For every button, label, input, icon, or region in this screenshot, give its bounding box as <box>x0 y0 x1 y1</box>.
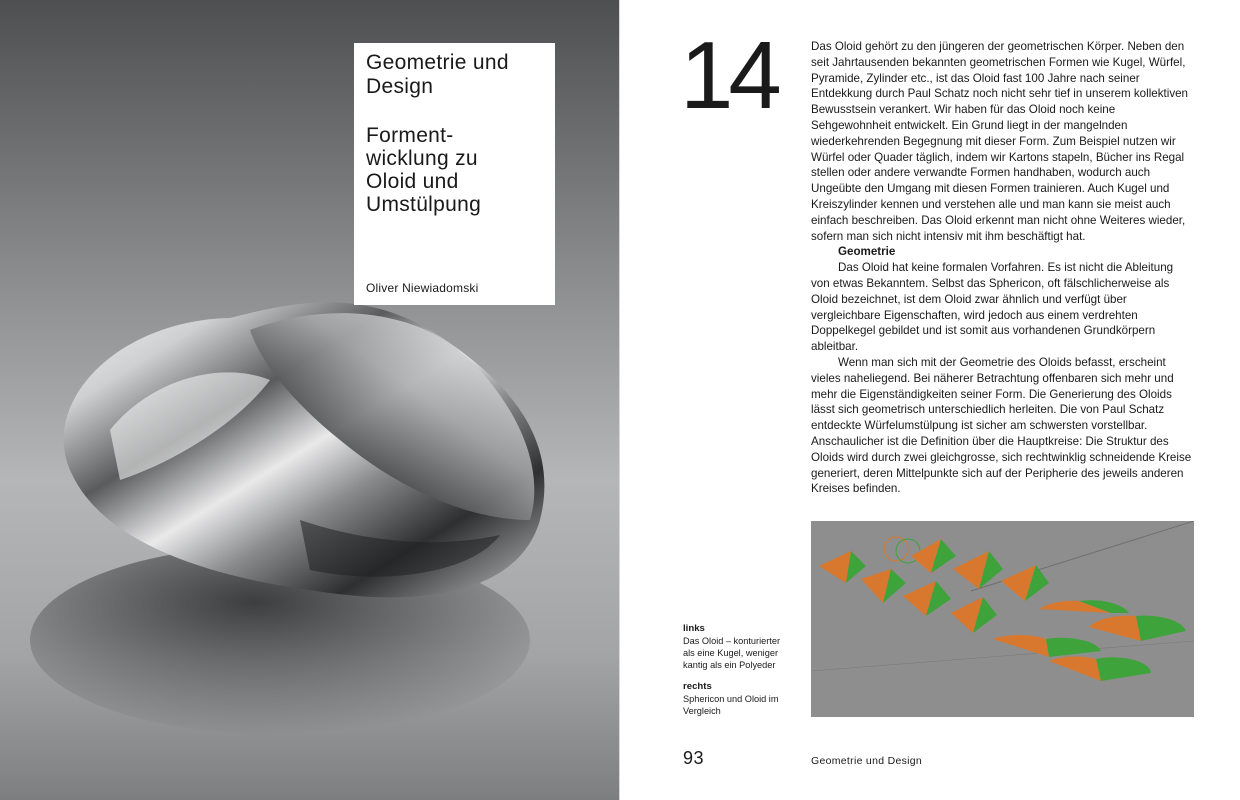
book-title: Geometrie und Design <box>366 51 509 98</box>
paragraph: Wenn man sich mit der Geometrie des Oloids befasst, erscheint vieles naheliegend. Bei näherer Betrachtung offenbaren sich mehr und mehr die Eigenständigkeiten seiner Form. Die Generierung des Oloids lässt sich geometrisch unterschiedlich herleiten. Die von Paul Schatz entdeckte Würfelumstülpung ist sicher am schwersten vorstellbar. Anschaulicher ist die Definition über die Hauptkreise: Die Struktur des Oloids wird durch zwei gleichgrosse, sich rechtwinklig schneidende Kreise generiert, deren Mittelpunkte sich auf der Peripherie des jeweils anderen Kreises befinden. <box>811 355 1192 496</box>
paragraph: Das Oloid hat keine formalen Vorfahren. Es ist nicht die Ableitung von etwas Bekanntem. Selbst das Sphericon, oft fälschlicherweise als Oloid bezeichnet, ist dem Oloid zwar ähnlich und verfügt über vergleichbare Eigenschaften, wird jedoch aus einem verdrehten Doppelkegel gebildet und ist somit aus vorhandenen Grundkörpern ableitbar. <box>811 261 1174 354</box>
page-number: 93 <box>683 748 705 768</box>
intro-paragraph: Das Oloid gehört zu den jüngeren der geometrischen Körper. Neben den seit Jahrtausenden bekannten geometrischen Formen wie Kugel, Würfel, Pyramide, Zylinder etc., ist das Oloid fast 100 Jahre nach seiner Entdekkung durch Paul Schatz noch nicht sehr tief in unserem kollektiven Bewusstsein verankert. Wir haben für das Oloid noch keine Sehgewohnheit entwickelt. Ein Grund liegt in der mangelnden wiederkehrenden Begegnung mit dieser Form. Zum Beispiel nutzen wir Würfel oder Quader täglich, indem wir Kartons stapeln, Bücher ins Regal stellen oder andere verwandte Formen handhaben, wodurch auch Ungeübte den Umgang mit diesen Formen trainieren. Auch Kugel und Kreiszylinder kennen und verstehen alle und man kann sie meist auch einfach beschreiben. Das Oloid erkennt man nicht ohne Weiteres wieder, sofern man sich nicht intensiv mit ihm beschäftigt hat. <box>811 40 1189 243</box>
section-heading: Geometrie <box>838 245 896 259</box>
body-text <box>811 39 1195 497</box>
caption-right <box>683 681 793 717</box>
chapter-number: 14 <box>680 22 777 129</box>
title-card <box>354 43 555 305</box>
render-illustration <box>811 521 1194 717</box>
caption-left-text: Das Oloid – konturierter als eine Kugel, weniger kantig als ein Polyeder <box>683 636 781 670</box>
page-gutter <box>619 0 620 800</box>
caption-left-label: links <box>683 623 705 634</box>
caption-left <box>683 623 793 671</box>
figure-captions <box>683 623 793 727</box>
running-head: Geometrie und Design <box>811 755 923 767</box>
caption-right-label: rechts <box>683 681 712 692</box>
author-name: Oliver Niewiadomski <box>366 281 479 295</box>
sphericon-oloid-figure <box>811 521 1194 717</box>
chapter-title: Forment- wicklung zu Oloid und Umstülpung <box>366 124 482 216</box>
caption-right-text: Sphericon und Oloid im Vergleich <box>683 694 779 716</box>
